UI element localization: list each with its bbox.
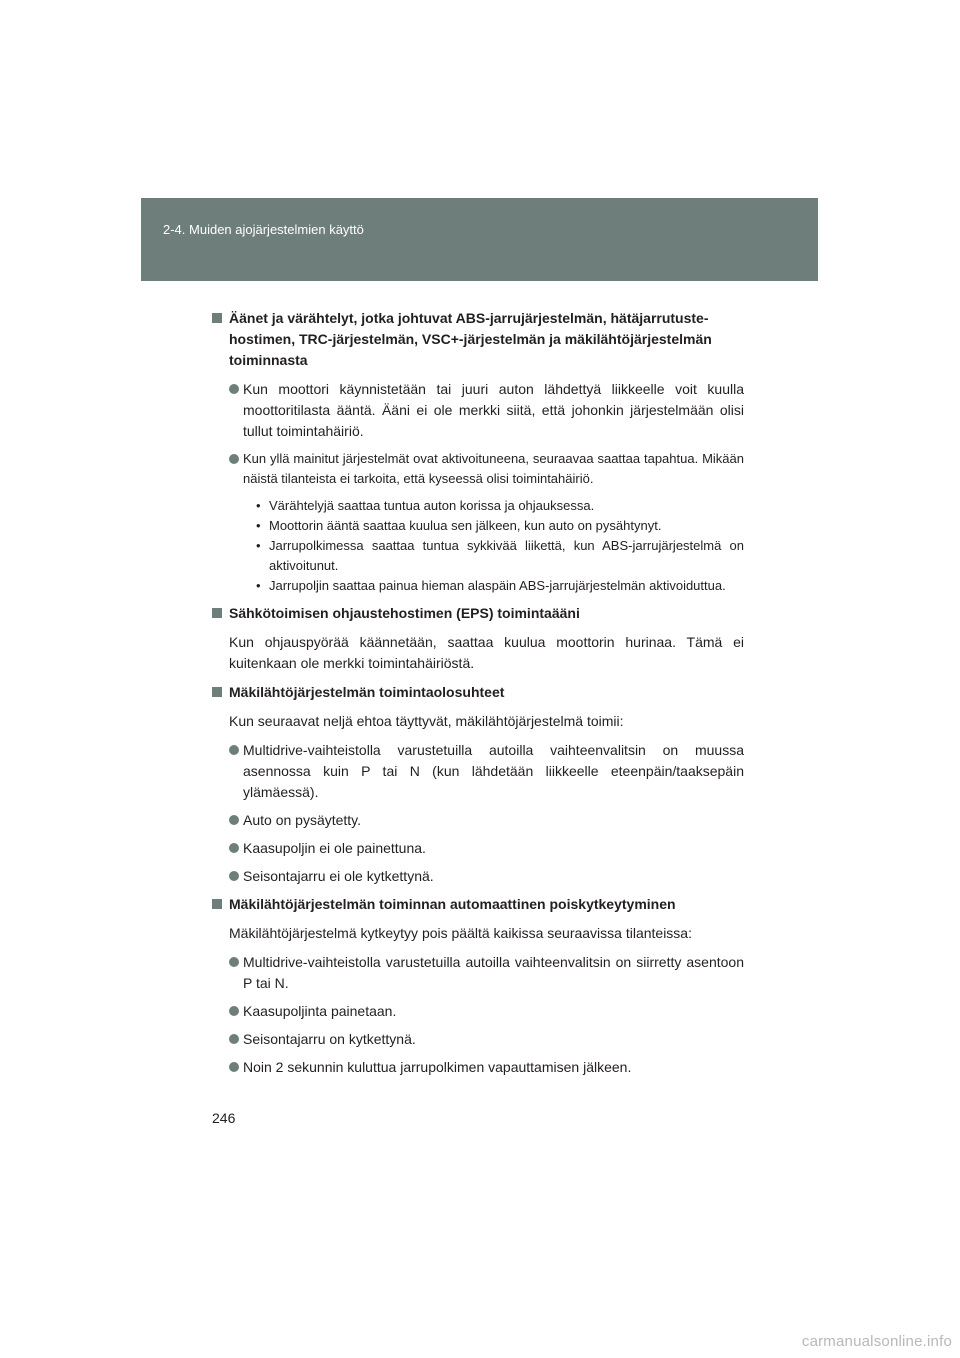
- sub-list-item-text: Moottorin ääntä saattaa kuulua sen jälkeen, kun auto on pysähtynyt.: [269, 518, 662, 533]
- list-item: [212, 1029, 744, 1050]
- sub-list: [212, 496, 744, 596]
- list-item-text: Kaasupoljin ei ole painettuna.: [243, 840, 426, 856]
- dot-bullet-icon: •: [256, 518, 261, 533]
- sub-list-item-text: Värähtelyjä saattaa tuntua auton korissa ja ohjauksessa.: [269, 498, 595, 513]
- paragraph: Kun seuraavat neljä ehtoa täyttyvät, mäkilähtöjärjestelmä toimii:: [229, 713, 624, 729]
- dot-bullet-icon: •: [256, 578, 261, 593]
- circle-bullet-icon: [229, 1006, 239, 1016]
- square-bullet-icon: [212, 687, 222, 697]
- section-title-text: Sähkötoimisen ohjaustehostimen (EPS) toimintaääni: [229, 605, 580, 621]
- list-item-text: Auto on pysäytetty.: [243, 812, 362, 828]
- list-item-text: Kun moottori käynnistetään tai juuri auton lähdettyä liikkeelle voit kuulla moottoritilasta ääntä. Ääni ei ole merkki siitä, että johonkin järjestelmään olisi tullut toimintahäiriö.: [243, 381, 744, 439]
- circle-bullet-icon: [229, 957, 239, 967]
- square-bullet-icon: [212, 899, 222, 909]
- list-item-text: Multidrive-vaihteistolla varustetuilla autoilla vaihteenvalitsin on muussa asennossa kuin P tai N (kun lähdetään liikkeelle eteenpäin/taaksepäin ylämäessä).: [243, 742, 744, 800]
- sub-list-item: [212, 576, 744, 596]
- list-item-text: Kaasupoljinta painetaan.: [243, 1003, 397, 1019]
- section-title: [212, 682, 744, 703]
- circle-bullet-icon: [229, 871, 239, 881]
- square-bullet-icon: [212, 608, 222, 618]
- section-title-text: Äänet ja värähtelyt, jotka johtuvat ABS-jarrujärjestelmän, hätäjarrutuste-hostimen, TRC-järjestelmän, VSC+-järjestelmän ja mäkilähtöjärjestelmän toiminnasta: [229, 310, 712, 368]
- list-item-text: Seisontajarru ei ole kytkettynä.: [243, 868, 434, 884]
- list-item: [212, 1057, 744, 1078]
- list-item-text: Seisontajarru on kytkettynä.: [243, 1031, 416, 1047]
- list-item: [212, 1001, 744, 1022]
- sub-list-item: [212, 496, 744, 516]
- sub-list-item-text: Jarrupoljin saattaa painua hieman alaspäin ABS-jarrujärjestelmän aktivoiduttua.: [269, 578, 726, 593]
- dot-bullet-icon: •: [256, 538, 261, 553]
- chapter-header-band: [141, 198, 818, 281]
- list-item-text: Multidrive-vaihteistolla varustetuilla autoilla vaihteenvalitsin on siirretty asentoon P tai N.: [243, 954, 744, 991]
- list-item-text: Noin 2 sekunnin kuluttua jarrupolkimen vapauttamisen jälkeen.: [243, 1059, 632, 1075]
- list-item: [212, 866, 744, 887]
- circle-bullet-icon: [229, 815, 239, 825]
- section-title: [212, 603, 744, 624]
- sub-list-item: [212, 516, 744, 536]
- circle-bullet-icon: [229, 454, 239, 464]
- watermark: carmanualsonline.info: [801, 1333, 952, 1350]
- page-content: [212, 308, 744, 1085]
- list-item: [212, 810, 744, 831]
- chapter-title: 2-4. Muiden ajojärjestelmien käyttö: [163, 222, 364, 237]
- circle-bullet-icon: [229, 843, 239, 853]
- circle-bullet-icon: [229, 1034, 239, 1044]
- circle-bullet-icon: [229, 1062, 239, 1072]
- list-item: [212, 952, 744, 994]
- square-bullet-icon: [212, 313, 222, 323]
- sub-list-item: [212, 536, 744, 576]
- list-item: [212, 449, 744, 489]
- section-title-text: Mäkilähtöjärjestelmän toimintaolosuhteet: [229, 684, 505, 700]
- section-title-text: Mäkilähtöjärjestelmän toiminnan automaattinen poiskytkeytyminen: [229, 896, 676, 912]
- list-item-text: Kun yllä mainitut järjestelmät ovat aktivoituneena, seuraavaa saattaa tapahtua. Mikään näistä tilanteista ei tarkoita, että kyseessä olisi toimintahäiriö.: [243, 451, 744, 486]
- circle-bullet-icon: [229, 745, 239, 755]
- list-item: [212, 740, 744, 803]
- page-number: 246: [212, 1110, 236, 1126]
- circle-bullet-icon: [229, 384, 239, 394]
- dot-bullet-icon: •: [256, 498, 261, 513]
- paragraph: Mäkilähtöjärjestelmä kytkeytyy pois päältä kaikissa seuraavissa tilanteissa:: [229, 925, 692, 941]
- list-item: [212, 838, 744, 859]
- paragraph: Kun ohjauspyörää käännetään, saattaa kuulua moottorin hurinaa. Tämä ei kuitenkaan ole merkki toimintahäiriöstä.: [229, 634, 744, 671]
- sub-list-item-text: Jarrupolkimessa saattaa tuntua sykkivää liikettä, kun ABS-jarrujärjestelmä on aktivoitunut.: [269, 538, 744, 573]
- section-title: [212, 894, 744, 915]
- section-title: [212, 308, 744, 371]
- list-item: [212, 379, 744, 442]
